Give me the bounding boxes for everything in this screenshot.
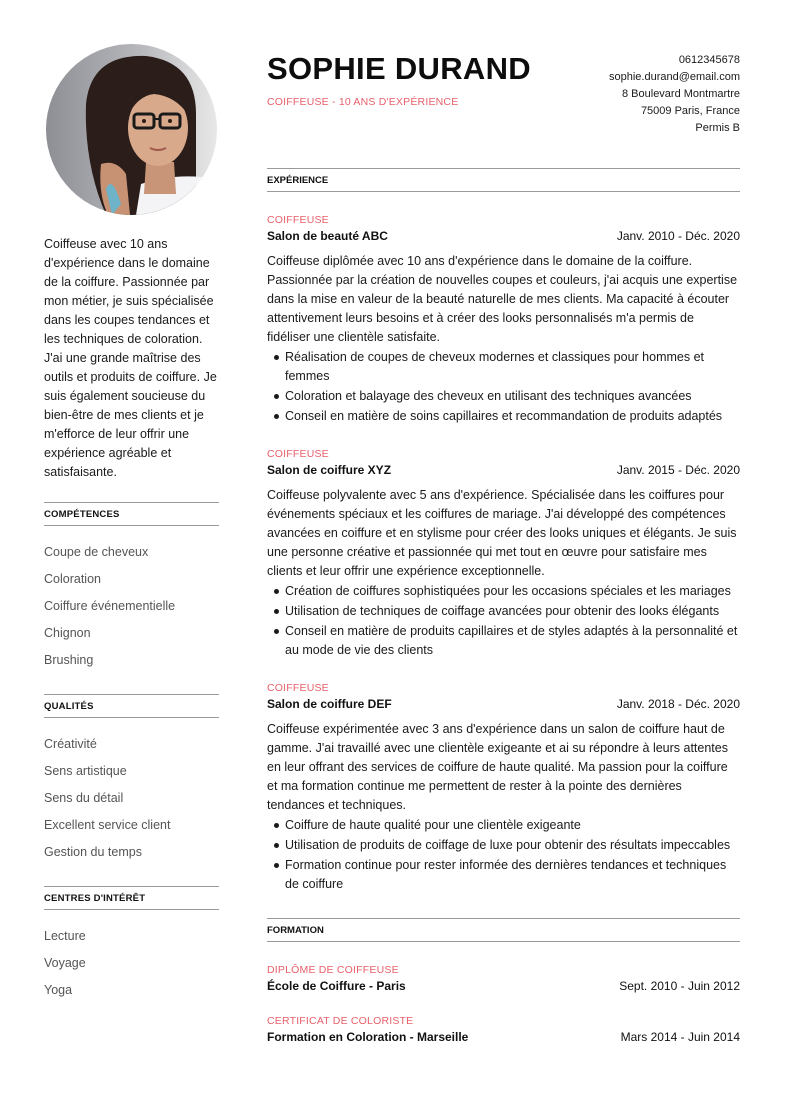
job-dates: Janv. 2018 - Déc. 2020 bbox=[616, 697, 740, 711]
contact-city: 75009 Paris, France bbox=[640, 105, 740, 117]
skill-item: Brushing bbox=[44, 653, 94, 667]
quality-item: Gestion du temps bbox=[44, 845, 142, 859]
job-meta bbox=[267, 229, 740, 243]
experience-heading: EXPÉRIENCE bbox=[267, 168, 740, 192]
education-dates: Sept. 2010 - Juin 2012 bbox=[619, 979, 740, 993]
job-bullet: Conseil en matière de soins capillaires et recommandation de produits adaptés bbox=[267, 407, 740, 426]
interest-item: Voyage bbox=[44, 956, 86, 970]
job-entry bbox=[267, 682, 740, 894]
job-dates: Janv. 2015 - Déc. 2020 bbox=[616, 463, 740, 477]
resume-header bbox=[267, 50, 740, 158]
skills-list bbox=[44, 539, 219, 674]
education-school: Formation en Coloration - Marseille bbox=[267, 1030, 469, 1044]
job-dates: Janv. 2010 - Déc. 2020 bbox=[616, 229, 740, 243]
job-meta bbox=[267, 463, 740, 477]
qualities-section bbox=[44, 694, 219, 866]
job-title: COIFFEUSE bbox=[267, 214, 329, 226]
skill-item: Coupe de cheveux bbox=[44, 545, 149, 559]
job-company: Salon de coiffure XYZ bbox=[267, 463, 392, 477]
job-bullets bbox=[267, 348, 740, 426]
education-entry bbox=[267, 1015, 740, 1044]
education-meta bbox=[267, 1030, 740, 1044]
job-bullet: Formation continue pour rester informée des dernières tendances et techniques de coiffure bbox=[267, 856, 740, 894]
job-bullets bbox=[267, 816, 740, 894]
skill-item: Coiffure événementielle bbox=[44, 599, 176, 613]
job-description: Coiffeuse diplômée avec 10 ans d'expérience dans le domaine de la coiffure. Passionnée par la création de nouvelles coupes et couleurs, j'ai acquis une expertise dans la mise en valeur de la beauté naturelle de mes clients. Ma capacité à écouter attentivement leurs besoins et à créer des looks personnalisés m'a permis de fidéliser une clientèle satisfaite. bbox=[267, 254, 738, 344]
education-school: École de Coiffure - Paris bbox=[267, 979, 406, 993]
contact-block bbox=[609, 52, 740, 137]
skill-item: Chignon bbox=[44, 626, 91, 640]
job-bullet: Réalisation de coupes de cheveux modernes et classiques pour hommes et femmes bbox=[267, 348, 740, 386]
job-company: Salon de beauté ABC bbox=[267, 229, 388, 243]
profile-photo bbox=[46, 44, 217, 215]
job-bullet: Conseil en matière de produits capillaires et de styles adaptés à la personnalité et au mode de vie des clients bbox=[267, 622, 740, 660]
education-heading: FORMATION bbox=[267, 918, 740, 942]
interests-heading: CENTRES D'INTÉRÊT bbox=[44, 886, 219, 910]
contact-email: sophie.durand@email.com bbox=[608, 71, 740, 83]
skill-item: Coloration bbox=[44, 572, 101, 586]
education-meta bbox=[267, 979, 740, 993]
job-bullet: Coiffure de haute qualité pour une clientèle exigeante bbox=[267, 816, 740, 835]
job-description: Coiffeuse polyvalente avec 5 ans d'expérience. Spécialisée dans les coiffures pour événements spéciaux et les coiffures de mariage. J'ai développé des compétences avancées en coiffure et en stylisme pour créer des looks uniques et élégants. Je suis une personne créative et passionnée qui met tout en œuvre pour satisfaire mes clients et leur offrir une expérience exceptionnelle. bbox=[267, 488, 737, 578]
candidate-name: SOPHIE DURAND bbox=[267, 51, 531, 86]
job-bullet: Création de coiffures sophistiquées pour les occasions spéciales et les mariages bbox=[267, 582, 740, 601]
job-bullet: Utilisation de techniques de coiffage avancées pour obtenir des looks élégants bbox=[267, 602, 740, 621]
profile-summary: Coiffeuse avec 10 ans d'expérience dans le domaine de la coiffure. Passionnée par mon métier, je suis spécialisée dans les coupes tendances et les techniques de coloration. J'ai une grande maîtrise des outils et produits de coiffure. Je suis également soucieuse du bien-être de mes clients et je m'efforce de leur offrir une expérience agréable et satisfaisante. bbox=[44, 237, 217, 479]
job-title: COIFFEUSE bbox=[267, 682, 329, 694]
job-bullet: Coloration et balayage des cheveux en utilisant des techniques avancées bbox=[267, 387, 740, 406]
job-company: Salon de coiffure DEF bbox=[267, 697, 392, 711]
main-content bbox=[267, 44, 740, 1044]
job-description: Coiffeuse expérimentée avec 3 ans d'expérience dans un salon de coiffure haut de gamme. J'ai travaillé avec une clientèle exigeante et ai su répondre à leurs attentes en leur offrant des services de coiffure de haute qualité. Ma passion pour la coiffure et ma formation continue me permettent de rester à la pointe des dernières tendances et techniques. bbox=[267, 722, 728, 812]
contact-phone: 0612345678 bbox=[678, 54, 740, 66]
quality-item: Créativité bbox=[44, 737, 97, 751]
job-meta bbox=[267, 697, 740, 711]
sidebar bbox=[44, 44, 219, 1004]
qualities-list bbox=[44, 731, 219, 866]
education-dates: Mars 2014 - Juin 2014 bbox=[620, 1030, 740, 1044]
portrait-image bbox=[46, 44, 217, 215]
interests-section bbox=[44, 886, 219, 1004]
skills-heading: COMPÉTENCES bbox=[44, 502, 219, 526]
education-entry bbox=[267, 964, 740, 993]
interest-item: Yoga bbox=[44, 983, 73, 997]
education-section bbox=[267, 918, 740, 1044]
experience-section bbox=[267, 168, 740, 894]
qualities-heading: QUALITÉS bbox=[44, 694, 219, 718]
candidate-tagline: COIFFEUSE - 10 ANS D'EXPÉRIENCE bbox=[267, 96, 459, 108]
education-degree: CERTIFICAT DE COLORISTE bbox=[267, 1015, 414, 1027]
quality-item: Sens du détail bbox=[44, 791, 124, 805]
job-title: COIFFEUSE bbox=[267, 448, 329, 460]
interests-list bbox=[44, 923, 219, 1004]
education-degree: DIPLÔME DE COIFFEUSE bbox=[267, 964, 399, 976]
skills-section bbox=[44, 502, 219, 674]
contact-license: Permis B bbox=[695, 122, 740, 134]
job-entry bbox=[267, 214, 740, 426]
quality-item: Sens artistique bbox=[44, 764, 127, 778]
contact-address: 8 Boulevard Montmartre bbox=[622, 88, 740, 100]
quality-item: Excellent service client bbox=[44, 818, 171, 832]
job-entry bbox=[267, 448, 740, 660]
job-bullets bbox=[267, 582, 740, 660]
job-bullet: Utilisation de produits de coiffage de luxe pour obtenir des résultats impeccables bbox=[267, 836, 740, 855]
interest-item: Lecture bbox=[44, 929, 86, 943]
